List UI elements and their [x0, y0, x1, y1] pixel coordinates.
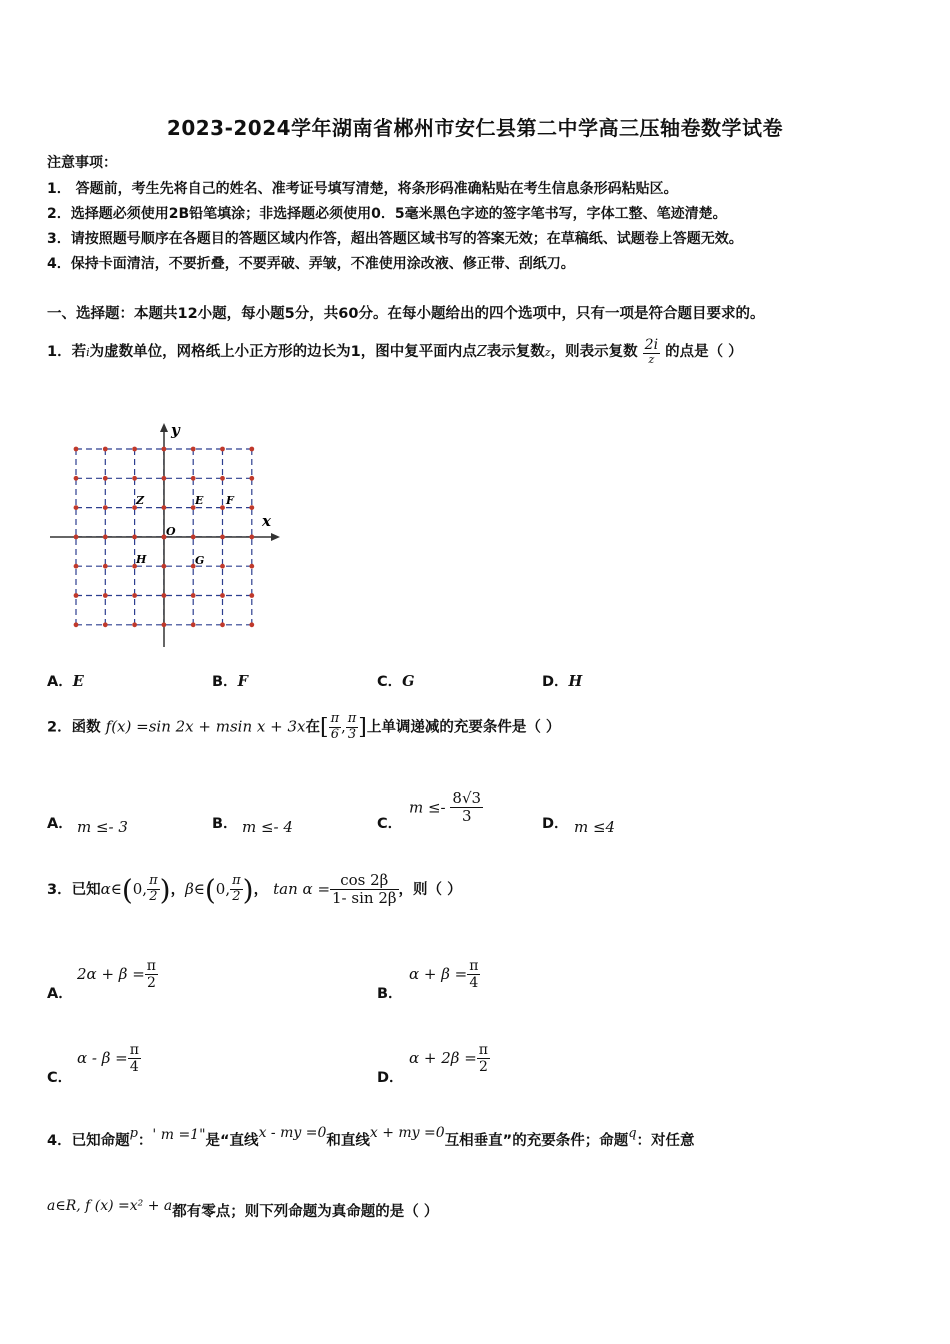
q1-option-a[interactable]: A．E [47, 673, 84, 690]
lattice-point [103, 535, 108, 540]
lattice-point [220, 505, 225, 510]
lattice-point [220, 564, 225, 569]
lattice-point [74, 593, 79, 598]
q4-condition: a∈R, f (x) =x² + a [47, 1198, 173, 1214]
lattice-point [162, 447, 167, 452]
q3-option-d-value: α + 2β = $\frac{\pi}{2}$ [409, 1042, 488, 1076]
q3-option-b-value: α + β = $\frac{\pi}{4}$ [409, 958, 479, 992]
lattice-point [132, 622, 137, 627]
q2-option-a-value: m ≤- 3 [77, 818, 128, 836]
note-item-1: 1． 答题前，考生先将自己的姓名、准考证号填写清楚，将条形码准确粘贴在考生信息条形码粘贴区。 [47, 181, 678, 197]
lattice-point [191, 593, 196, 598]
lattice-point [249, 593, 254, 598]
lattice-point [191, 476, 196, 481]
lattice-point [132, 535, 137, 540]
lattice-point [132, 593, 137, 598]
q4-line-2: x + my =0 [369, 1125, 445, 1141]
lattice-point [249, 535, 254, 540]
point-E-label: E [195, 494, 204, 507]
q2-text-1: 2．函数 [47, 719, 101, 736]
q1-fraction [643, 337, 660, 367]
question-2: 2．函数 f(x) =sin 2x + msin x + 3x在[ $\frac{\pi}{6}$ , $\frac{\pi}{3}$ ]上单调递减的充要条件是（ ） [47, 711, 561, 742]
lattice-point [103, 622, 108, 627]
lattice-point [103, 447, 108, 452]
q1-frac-den: z [648, 353, 655, 367]
q1-text-2: 为虚数单位，网格纸上小正方形的边长为1，图中复平面内点 [89, 343, 477, 360]
q3-text-2: ，则（ ） [398, 881, 462, 898]
lattice-point [191, 447, 196, 452]
q2-option-d-value: m ≤4 [574, 818, 616, 836]
q3-tan-fraction: $\frac{\cos 2\beta}{1- \sin 2\beta}$ [332, 871, 397, 908]
q4-m-equals-1: ' m =1" [152, 1127, 206, 1143]
note-item-2: 2．选择题必须使用2B铅笔填涂；非选择题必须使用0．5毫米黑色字迹的签字笔书写，字体工整、笔迹清楚。 [47, 206, 727, 222]
y-axis-arrow [160, 423, 168, 432]
question-1 [47, 337, 743, 367]
point-F-label: F [226, 494, 234, 507]
lattice-point [103, 476, 108, 481]
q3-option-a-value: 2α + β = $\frac{\pi}{2}$ [77, 958, 156, 992]
lattice-point [249, 564, 254, 569]
q1-option-b[interactable]: B．F [212, 673, 248, 690]
q2-formula: f(x) =sin 2x + msin x + 3x [105, 717, 306, 736]
section-heading: 一、选择题：本题共12小题，每小题5分，共60分。在每小题给出的四个选项中，只有一项是符合题目要求的。 [47, 306, 765, 322]
question-4-line-2: a∈R, f (x) =x² + a都有零点；则下列命题为真命题的是（ ） [47, 1198, 439, 1220]
lattice-point [132, 476, 137, 481]
lattice-point [220, 622, 225, 627]
q1-text-3: 表示复数 [486, 343, 545, 360]
lattice-point [162, 593, 167, 598]
q3-option-c-value: α - β = $\frac{\pi}{4}$ [77, 1042, 139, 1076]
point-G-label: G [195, 554, 205, 567]
point-Z-label: Z [136, 494, 145, 507]
q1-text-4: ，则表示复数 [550, 343, 638, 360]
q1-text-1: 1．若 [47, 343, 87, 360]
lattice-point [162, 476, 167, 481]
q1-option-c[interactable]: C．G [377, 673, 415, 690]
lattice-point [162, 505, 167, 510]
q4-line-1: x - my =0 [258, 1125, 327, 1141]
lattice-point [249, 505, 254, 510]
lattice-point [74, 622, 79, 627]
lattice-point [191, 535, 196, 540]
q2-option-d[interactable]: D． [542, 816, 569, 832]
lattice-point [220, 476, 225, 481]
q2-text-2: 在 [305, 719, 320, 736]
lattice-point [103, 505, 108, 510]
q1-Z: Z [476, 343, 487, 360]
page-title: 2023-2024学年湖南省郴州市安仁县第二中学高三压轴卷数学试卷 [166, 116, 784, 140]
note-item-4: 4．保持卡面清洁，不要折叠，不要弄破、弄皱，不准使用涂改液、修正带、刮纸刀。 [47, 256, 575, 272]
q1-option-d[interactable]: D．H [542, 673, 583, 690]
x-axis-label: x [262, 512, 271, 530]
q2-interval-left: $\frac{\pi}{6}$ [330, 711, 340, 742]
q3-option-c[interactable]: C． [47, 1070, 73, 1086]
lattice-point [162, 622, 167, 627]
q1-i: i [86, 345, 90, 359]
q3-text-1: 3．已知 [47, 881, 101, 898]
point-H-label: H [136, 553, 147, 566]
lattice-point [74, 505, 79, 510]
q3-option-row-2 [47, 1040, 847, 1100]
q2-option-c[interactable]: C． [377, 816, 403, 832]
q3-option-b[interactable]: B． [377, 986, 403, 1002]
notes-heading: 注意事项： [47, 155, 117, 171]
lattice-point [74, 535, 79, 540]
x-axis-arrow [271, 533, 280, 541]
lattice-point [132, 447, 137, 452]
q2-options [47, 790, 847, 850]
q1-frac-num: 2i [644, 337, 659, 353]
lattice-point [249, 476, 254, 481]
q4-text-1: 4．已知命题 [47, 1133, 130, 1149]
y-axis-label: y [171, 421, 180, 439]
lattice-point [74, 476, 79, 481]
lattice-point [220, 447, 225, 452]
q2-text-3: 上单调递减的充要条件是（ ） [366, 719, 561, 736]
question-3: 3．已知α∈(0, $\frac{\pi}{2}$ )，β∈(0, $\frac{\pi}{2}$ )， tan α = $\frac{\cos 2\beta}{1- \sin 2\beta}$ ，则（ ） [47, 871, 462, 908]
lattice-point [103, 564, 108, 569]
lattice-point [249, 447, 254, 452]
lattice-point [220, 535, 225, 540]
q2-option-b[interactable]: B． [212, 816, 238, 832]
q3-option-d[interactable]: D． [377, 1070, 404, 1086]
lattice-point [103, 593, 108, 598]
q2-interval-right: $\frac{\pi}{3}$ [347, 711, 357, 742]
lattice-point [162, 564, 167, 569]
lattice-point [191, 622, 196, 627]
q2-option-b-value: m ≤- 4 [242, 818, 293, 836]
lattice-point [220, 593, 225, 598]
lattice-point [74, 447, 79, 452]
q1-z: z [544, 345, 551, 359]
q3-option-a[interactable]: A． [47, 986, 73, 1002]
q2-option-c-value: m ≤- $\frac{8√3}{3}$ [409, 789, 482, 826]
q1-complex-plane-graph [40, 415, 290, 655]
note-item-3: 3．请按照题号顺序在各题目的答题区域内作答，超出答题区域书写的答案无效；在草稿纸、试题卷上答题无效。 [47, 231, 743, 247]
lattice-point [74, 564, 79, 569]
lattice-point [249, 622, 254, 627]
q1-text-5: 的点是（ ） [665, 343, 743, 360]
origin-label: O [166, 525, 176, 538]
q3-option-row-1 [47, 955, 847, 1015]
question-4-line-1: 4．已知命题p：' m =1"是“直线x - my =0和直线x + my =0互相垂直”的充要条件；命题q：对任意 [47, 1125, 695, 1149]
q2-option-a[interactable]: A． [47, 816, 73, 832]
